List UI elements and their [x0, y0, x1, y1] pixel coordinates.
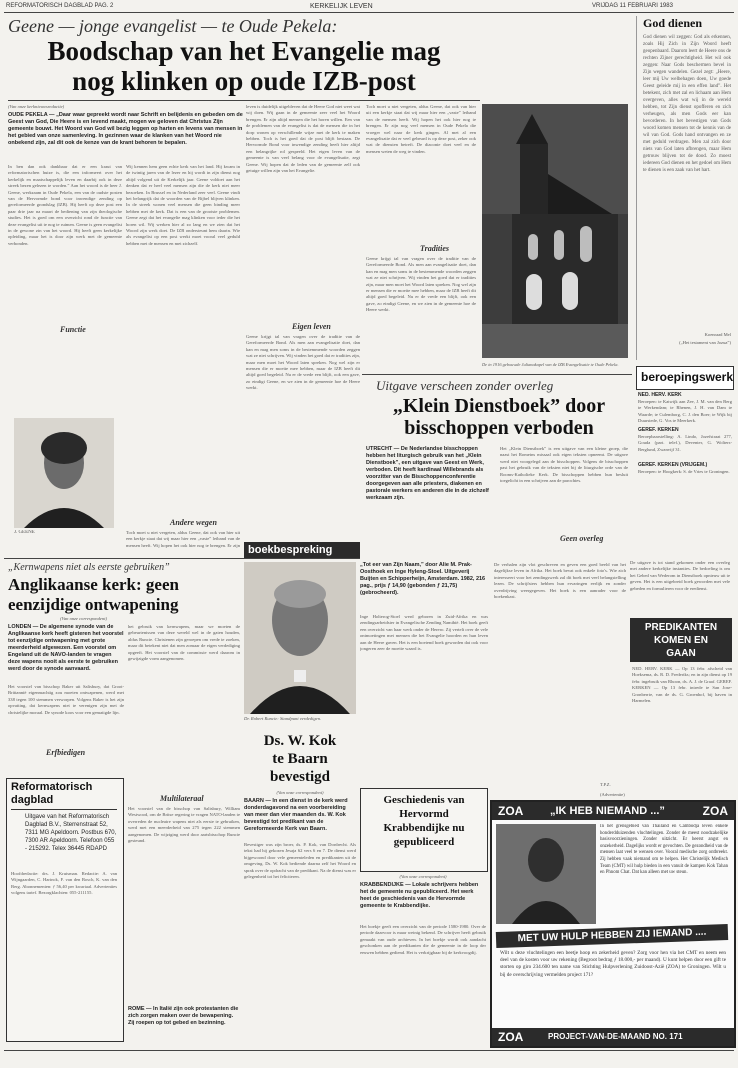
- klein-lead: UTRECHT — De Nederlandse bisschoppen hebben het liturgisch gebruik van het „Klein Dienstboek”, een uitgave van Geest en Werk, verboden. Dit heeft kardinaal Willebrands als voorzitter van de Bisschoppenconferentie doorgegeven aan alle priesters, diakenen en pastorale werkers en anderen die in de zichzelf werkzaam zijn.: [366, 446, 489, 501]
- sidebar-text: God dienen wil zeggen: God als erkennen, zoals Hij Zich in Zijn Woord heeft geopenbaard. Daarom leert de Heere ons de rechten Zijner gerechtigheid. Het wil ook zeggen: Naar Gods beschermen bevel in Zijn wegen wandelen. Gezel zegt: „Heere, leer mij Uw welbehagen doen, Uw goede Geest geleide mij in een effen land”. Het betekent, zich met zal en lichaam aan Hem overgeven, alles wat wij in de wereld hebben, tot Zijn dienst opofferen en zich verheugen, als men Gods eer kan bevorderen. In het bevestigen van Gods woord komen mensen tot de kennis van de wil van God. Gods hand ontvangen en ze met geduld verdragen. Men zal zich door niets van God laten afbrengen, maar Hem getrouw blijven tot de dood. Zo moest iedereen God dienen en het gedoel om Hem te dienen is een zaak van het hart.: [643, 35, 731, 173]
- beroepingswerk-list: [638, 392, 732, 483]
- sidebar-title: God dienen: [643, 16, 703, 30]
- zoa-ad: [490, 800, 736, 1048]
- beroep-head-2: GEREF. KERKEN: [638, 427, 679, 433]
- krabbendijke-headline-2: Hervormd: [399, 808, 449, 820]
- colofon-title-1: Reformatorisch: [11, 781, 93, 793]
- predikanten-title-3: GAAN: [666, 648, 696, 659]
- predikanten-title-1: PREDIKANTEN: [644, 622, 718, 633]
- zoa-logo-left: ZOA: [498, 804, 524, 818]
- anglikaanse-headline-2: eenzijdige ontwapening: [8, 595, 179, 614]
- zoa-ad-text: In het grensgebied van Thailand en Cambodja leven enkele honderdduizenden vluchtelingen. Zonder de meest noodzakelijke basisvoorzieningen. Zonder uitzicht. Er heerst angst en onzekerheid. Dagelijks wordt er gevochten. De gezondheid van de mensen laat veel te wensen over. Vooral medische zorg ontbreekt. Zij hebben vaak niemand om te helpen. Het Christelijk Medisch Team (CMT) wil hulp bieden in een vanuit de kampen Kok Tahan en Phnom Chat. Dat kan alleen met uw steun.: [600, 824, 728, 876]
- krabbendijke-headline-1: Geschiedenis van: [383, 794, 465, 806]
- boek-col2: De verhalen zijn vlot geschreven en geven een goed beeld van het dagelijkse leven in Afrika. Het boek bevat ook enkele foto's. Wie zich interesseert voor het zendingswerk zal dit boek met veel belangstelling lezen. De schrijfsters hebben hun ervaringen eerlijk en zonder overdrijving weergegeven. Het boek is een aanrader voor de boekenkast.: [494, 562, 626, 600]
- main-headline-1: Boodschap van het Evangelie mag: [47, 36, 441, 66]
- colofon-text: Uitgave van het Reformatorisch Dagblad B.V., Sterrenstraat 52, 7311 MG Apeldoorn. Postbus 670, 7300 AR Apeldoorn. Telefoon 055 - 215292. Telex 36445 RDAPD: [25, 814, 117, 852]
- refugee-child-image: [496, 824, 596, 924]
- anglikaanse-col3: Het voorstel van de bisschop van Salisbury, William Westwood, om de Britse regering te vragen NATO-landen te overreden de nucleaire wapens niet als eerste te gebruiken, werd met een meerderheid van 275 tegen 222 stemmen aangenomen. De wijziging werd door aartsbisschop Runcie gesteund.: [128, 806, 240, 844]
- klein-headline-1: „Klein Dienstboek” door: [392, 395, 606, 417]
- beroep-text-3: Beroepen: te Hoogkerk: S. de Vries te Groningen.: [638, 469, 730, 474]
- zoa-ad-photo: [496, 824, 596, 924]
- geene-portrait: [14, 418, 114, 528]
- sidebar-author: Koenraad Mel: [704, 332, 731, 337]
- main-col2: Wij kennen hem geen echte kerk van het land. Hij kwam in de twintig jaren van de lezer en hij wordt in zijn dienst nog altijd volgend uit de Kerkelijk jaar. Geene voldoet aan het denken dat er heel veel mensen zijn die de kerk niet meer bezoeken. In Brussel en in Nederland zeer veel. Geene vindt het belangrijk dat de woorden van de Bijbel blijven klinken. In de streek wonen veel mensen die geen binding meer hebben met de kerk. Dat is een van de grootste problemen. Geene zegt dat het evangelie mag klinken voor ieder die het horen wil. Wij werken hier al zo lang en we zien dat het Woord zijn werk doet. De IZB ondersteunt hem daarin. Wie als evangelist op een post werkt moet vooral veel geduld hebben met de mensen en met zichzelf.: [126, 164, 240, 246]
- klein-kicker: Uitgave verscheen zonder overleg: [376, 378, 554, 393]
- boek-signature: T.P.Z.: [600, 782, 611, 787]
- krabbendijke-lead: KRABBENDIJKE — Lokale schrijvers hebben het de gemeente nu gepubliceerd. Het werk heet de geschiedenis van de Hervormde gemeente te Krabbendijke.: [360, 882, 479, 909]
- ad-label: (Advertentie): [600, 792, 625, 797]
- church-photo: [482, 104, 628, 358]
- header-section: KERKELIJK LEVEN: [310, 3, 373, 10]
- anglikaanse-lead: LONDEN — De algemene synode van de Anglikaanse kerk heeft gisteren het voorstel tot eenzijdige ontwapening met grote meerderheid afgewezen. Een voorstel om Engeland uit de NAVO-landen te vragen deze wapens nooit als eerste te gebruiken werd door de synode aanvaard.: [8, 624, 124, 672]
- main-traditions: Geene krijgt tal van vragen over de traditie van de Gereformeerde Bond. Als men aan evangelisatie doet, dan kan en mag men soms in de bestemmende woorden zeggen wat ze niet schrijven. Wij vinden het goed dat er tradities zijn, maar men moet het Woord laten spreken. Nog wel zijn er mensen die er moeite mee hebben, maar de IZB heeft dit altijd goed begeleid. Nu er de vrede een blijft, ook een gave, zo eindigt Geene, en we zien in de gemeente hoe de Heere werkt.: [366, 256, 476, 313]
- zoa-ad-footer: [492, 1028, 734, 1046]
- beroep-head-1: NED. HERV. KERK: [638, 392, 682, 398]
- kok-byline: (Van onze correspondent): [276, 790, 324, 795]
- boek-book: „Tot eer van Zijn Naam,” door Alie M. Prak-Oosthoek en Inge Hyleng-Stoel. Uitgeverij Buijten en Schipperheijn, Amsterdam. 1982, 216 pag., prijs ƒ 14,90 (gebonden ƒ 21,75) (gebrocheerd).: [360, 562, 486, 596]
- header-rule: [4, 12, 734, 13]
- kok-headline-1: Ds. W. Kok: [263, 733, 337, 749]
- header-date: VRIJDAG 11 FEBRUARI 1983: [592, 3, 673, 9]
- colofon-box: [6, 778, 124, 1042]
- beroepingswerk-header: [636, 366, 734, 390]
- subhead-eigen-leven: Eigen leven: [292, 322, 331, 331]
- beroep-text-1: Beroepen: te Katwijk aan Zee, J. M. van den Berg te Werkendam; te Rhenen, J. H. van Dam te Waarde; te Culemborg, C. J. den Boer; te Wijk bij Duurstede, G. Vos te Meerkerk.: [638, 399, 732, 424]
- klein-text: Het „Klein Dienstboek” is een uitgave van een kleine groep, die naast het Romeins missaal ook eigen teksten opneemt. De uitgave werd niet voorgelegd aan de bisschoppen. Volgens de bisschoppen past het gebruik van de teksten niet bij de liturgische orde van de Rooms-Katholieke Kerk. De bisschoppen hebben hun besluit toegelicht in een schrijven aan de parochies.: [500, 446, 628, 484]
- sidebar-god-dienen: [636, 16, 733, 360]
- main-col4: Toch moet u niet vergeten, aldus Geene, dat ook van hier uit een kerkje staat dat wij maar hier een „vaste” leiband van de mensen heeft. Wij hopen het ook hier nog te brengen. Er zijn nog veel mensen in Oude Pekela die vroeger wel naar de kerk gingen. Al met al een evangelisatie dat er veel gebeurd is op deze post, zeker ook wat de diensten betreft. De diaconie doet veel en de mensen weten de weg te vinden.: [366, 104, 476, 154]
- anglikaanse-subhead-1: Erfbiedigen: [46, 748, 86, 757]
- subhead-functie: Functie: [60, 325, 86, 334]
- main-byline: (Van onze kerknieuwsredactie): [8, 104, 65, 109]
- anglikaanse-subhead-2: Multilateraal: [160, 794, 204, 803]
- anglikaanse-kicker: „Kernwapens niet als eerste gebruiken”: [8, 562, 170, 573]
- klein-rule: [362, 374, 632, 375]
- krabbendijke-text: Het boekje geeft een overzicht van de periode 1580-1980. Over de periode daarvoor is maar weinig bekend. De schrijver heeft gebruik gemaakt van oude archieven. In het boekje wordt ook aandacht geschonken aan de predikanten die de gemeente in de loop der eeuwen hebben gediend. Het is verkrijgbaar bij de kerkvoogdij.: [360, 924, 486, 955]
- beroep-head-3: GEREF. KERKEN (VRIJGEM.): [638, 462, 708, 468]
- predikanten-title-2: KOMEN EN: [654, 635, 708, 646]
- zoa-ad-bottom-text: Wilt u deze vluchtelingen een beetje hoop en zekerheid geven? Zorg voor hen via het CMT en neem een deel van de kosten voor uw rekening (Begroot bedrag ƒ 18.000,- per maand). U kunt helpen door een gift te storten op giro 234.600 ten name van Stichting Hulpverlening Zuidoost-Azië (ZOA) te Groningen. Wilt u bij de overschrijving vermelden project 171?: [500, 950, 726, 978]
- krabbendijke-headline-4: gepubliceerd: [393, 836, 455, 848]
- colofon-rule: [11, 809, 117, 810]
- church-caption: De in 1916 gebouwde Julianakapel van de IZB Evangelisatie te Oude Pekela.: [482, 362, 619, 367]
- runcie-portrait: [244, 562, 356, 714]
- klein-headline-2: bisschoppen verboden: [404, 417, 594, 439]
- krabbendijke-headline-box: [360, 788, 488, 872]
- anglikaanse-rule: [4, 558, 360, 559]
- krabbendijke-byline: (Van onze correspondent): [399, 874, 447, 879]
- footer-rule: [4, 1050, 734, 1051]
- anglikaanse-text: Het voorstel van bisschop Baker uit Salisbury, dat Groot-Brittannië eigenmachtig zou moeten ontwapenen, werd met 338 tegen 100 stemmen verworpen. Volgens Baker is het zijn opvatting, dat kernwapens niet te verenigen zijn met de christelijke moraal. De synode koos voor een gematigde lijn.: [8, 684, 124, 715]
- anglikaanse-rome: ROME — In Italië zijn ook protestanten die zich zorgen maken over de bewapening. Zij roepen op tot gebed en bezinning.: [128, 1006, 239, 1026]
- main-col2-tail: Toch moet u niet vergeten, aldus Geene, dat ook van hier uit een kerkje staat dat wij maar hier een „vaste” leiband van de mensen heeft. Wij hopen het ook hier nog te brengen. Er zijn: [126, 530, 240, 548]
- main-headline-2: nog klinken op oude IZB-post: [72, 66, 416, 96]
- header-left: REFORMATORISCH DAGBLAD PAG. 2: [6, 3, 114, 9]
- runcie-photo: [244, 562, 356, 714]
- klein-subhead: Geen overleg: [560, 534, 604, 543]
- colofon-title-2: dagblad: [11, 794, 54, 806]
- boekbespreking-title: boekbespreking: [244, 542, 360, 558]
- subhead-andere-wegen: Andere wegen: [170, 518, 217, 527]
- main-col3: leven is duidelijk uitgebleven dat de Heere God niet weet wat wij doen. Wij gaan in de gemeente zeer veel het Woord brengen. Er zijn altijd mensen die het horen willen. Een van de problemen van de evangelist is dat de mensen die in het dorp wonen op verschillende wijze met de kerk te maken hebben. Toch is het goed dat de post blijft bestaan. De Hervormde Bond voor inwendige zending heeft hier altijd een belangrijke rol gespeeld. Het eigen leven van de gemeente is van veel belang voor de evangelisatie, zegt Geene. Wij hopen dat de leden van de gemeente zelf ook getuige willen zijn van het Evangelie.: [246, 104, 360, 174]
- anglikaanse-headline-1: Anglikaanse kerk: geen: [8, 575, 179, 594]
- main-col3-cont: Geene krijgt tal van vragen over de traditie van de Gereformeerde Bond. Als men aan evangelisatie doet, dan kan en mag men soms in de bestemmende woorden zeggen wat ze niet schrijven. Wij vinden het goed dat er tradities zijn, maar men moet het Woord laten spreken. Nog wel zijn er mensen die er moeite mee hebben, maar de IZB heeft dit altijd goed begeleid. Nu er de vrede een blijft, ook een gave, zo eindigt Geene, en we zien in de gemeente hoe de Heere werkt.: [246, 334, 360, 391]
- kok-headline-2: te Baarn: [272, 751, 328, 767]
- zoa-ad-footer-text: PROJECT-VAN-DE-MAAND NO. 171: [548, 1032, 683, 1041]
- kok-lead: BAARN — In een dienst in de kerk werd donderdagavond na een voorbereiding van meer dan vier maanden ds. W. Kok bevestigd tot predikant van de Gereformeerde Kerk van Baarn.: [244, 798, 348, 832]
- zoa-ad-banner: MET UW HULP HEBBEN ZIJ IEMAND ....: [496, 924, 728, 948]
- anglikaanse-col2: het gebruik van kernwapens, maar we moeten de gebeurtenissen van deze wereld wel in de gaten houden, aldus Runcie. Christenen zijn geroepen om vrede te zoeken, maar dit betekent niet dat men zomaar de eigen verdediging opgeeft. Het voorstel van de commissie werd daarom in gewijzigde vorm aangenomen.: [128, 624, 240, 662]
- runcie-caption: Dr. Robert Runcie: Standpunt verdedigen.: [244, 716, 322, 721]
- kok-headline-3: bevestigd: [270, 769, 330, 785]
- sidebar-source: („Het testament van Jozua”): [679, 340, 731, 345]
- beroepingswerk-title: beroepingswerk: [641, 370, 734, 384]
- main-lead: OUDE PEKELA — „Daar waar gepreekt wordt naar Schrift en belijdenis en gebeden om de Geest van God, Die Heere is en levend maakt, mogen we geloven dat Christus Zijn gemeente bouwt. Het Woord van God wil bezig leggen op harten en levens van mensen in het gebied van onze samenleving. In gezinnen waar de klanken van het Woord nie onbekend zijn, zal dit ook de kenze van de krant behoren te bepalen.: [8, 112, 243, 146]
- beroep-text-2: Beroepbaarstelling: A. Lindo, Jozefstraat 277, Gouda (part. telef.), Deventer, G. Wolters-Berglund, Zwanvijf 31.: [638, 434, 732, 452]
- subhead-tradities: Tradities: [420, 244, 450, 253]
- church-illustration: [482, 104, 628, 358]
- boek-text: Inge Holterog-Stoel werd geboren in Zuid-Afrika en was zendingsarbeidster in Evangelische Zending Namibië. Het boek geeft een overzicht van haar werk onder de Herero. Zij vertelt over de vele ontmoetingen met mensen die het Evangelie hoorden en hun leven aan de Heere gaven. Het is een boeiend boek geworden dat ook voor jongeren zeer de moeite waard is.: [360, 614, 488, 652]
- main-body: In ben dan ook dankbaar dat er een kraut van reformatorischen huize is, die een informeert over het kerkelijk en maatschappelijk leven en daarbij ook in deze streek bezen gelezen te worden.” Aan het woord is de heer J. Geene, werkzaam in Oude Pekela, een van de oudste posten van de Hervormde bond voor inwendige zending op gereformeerde grondslag (IZB). Hij heeft op deze post een paar drie jaar na maart de bediening van zijn theologische studies. Het is goed om een overzicht rond de functie van deze evangelist uit te nog te ruimen. Geene is geen evangelist in de gewone zin van het woord. Hij heeft geen kerkelijke opleiding, maar het is door zijn werk met de gemeente verbonden.: [8, 164, 122, 246]
- anglikaanse-byline: (Van onze correspondent): [60, 616, 108, 621]
- colofon-small: Hoofdredactie: drs. J. Kruisman. Redactie: A. van Wijngaarden, C. Harinck, F. van den Bosch, K. van den Berg. Abonnementen: ƒ 56,40 per kwartaal. Advertenties volgens tarief. Bezorgklachten: 055-211155.: [11, 871, 117, 896]
- zoa-logo-right: ZOA: [702, 804, 728, 818]
- predikanten-header: [630, 618, 732, 662]
- main-kicker: Geene — jonge evangelist — te Oude Pekela:: [8, 16, 338, 36]
- kok-text: Bevestiger was zijn broer, ds. P. Kok, van Dordrecht. Als tekst had hij gekozen Jesaja 62 vers 6 en 7. De dienst werd bijgewoond door vele gemeenteleden en predikanten uit de omgeving. Ds. W. Kok bediende daarna zelf het Woord en sprak over de opdracht van de predikant. Na de dienst was er gelegenheid tot het feliciteren.: [244, 842, 356, 880]
- geene-photo: [14, 418, 114, 528]
- krabbendijke-headline-3: Krabbendijke nu: [383, 822, 465, 834]
- predikanten-text: NED. HERV. KERK — Op 13 febr. afscheid van Hoeksema, ds. R. D. Frederiks; en in zijn dienst op 19 febr. ingebruik van Rhoon, ds. A. J. de Graaf. GEREF. KERKEN — Op 13 febr. intrede te San Jose-Gronberrie, van de ds. G. Groenhof, bij haven in Harmelen.: [632, 666, 732, 704]
- zoa-ad-title: „IK HEB NIEMAND ...”: [550, 805, 665, 817]
- zoa-ad-topbar: [492, 802, 734, 820]
- predikanten-lead-text: De uitgave is tot stand gekomen onder een overleg met andere kerkelijke instanties. De bedoeling is om het Gebed van Wederom in Dienstboek opnieuw uit te geven. Het is een uitgebreid boek geworden met vele gebeden en formulieren voor de eredienst.: [630, 560, 730, 591]
- main-rule: [8, 100, 480, 101]
- zoa-logo-footer: ZOA: [498, 1030, 524, 1044]
- geene-caption: J. GEENE: [14, 530, 35, 535]
